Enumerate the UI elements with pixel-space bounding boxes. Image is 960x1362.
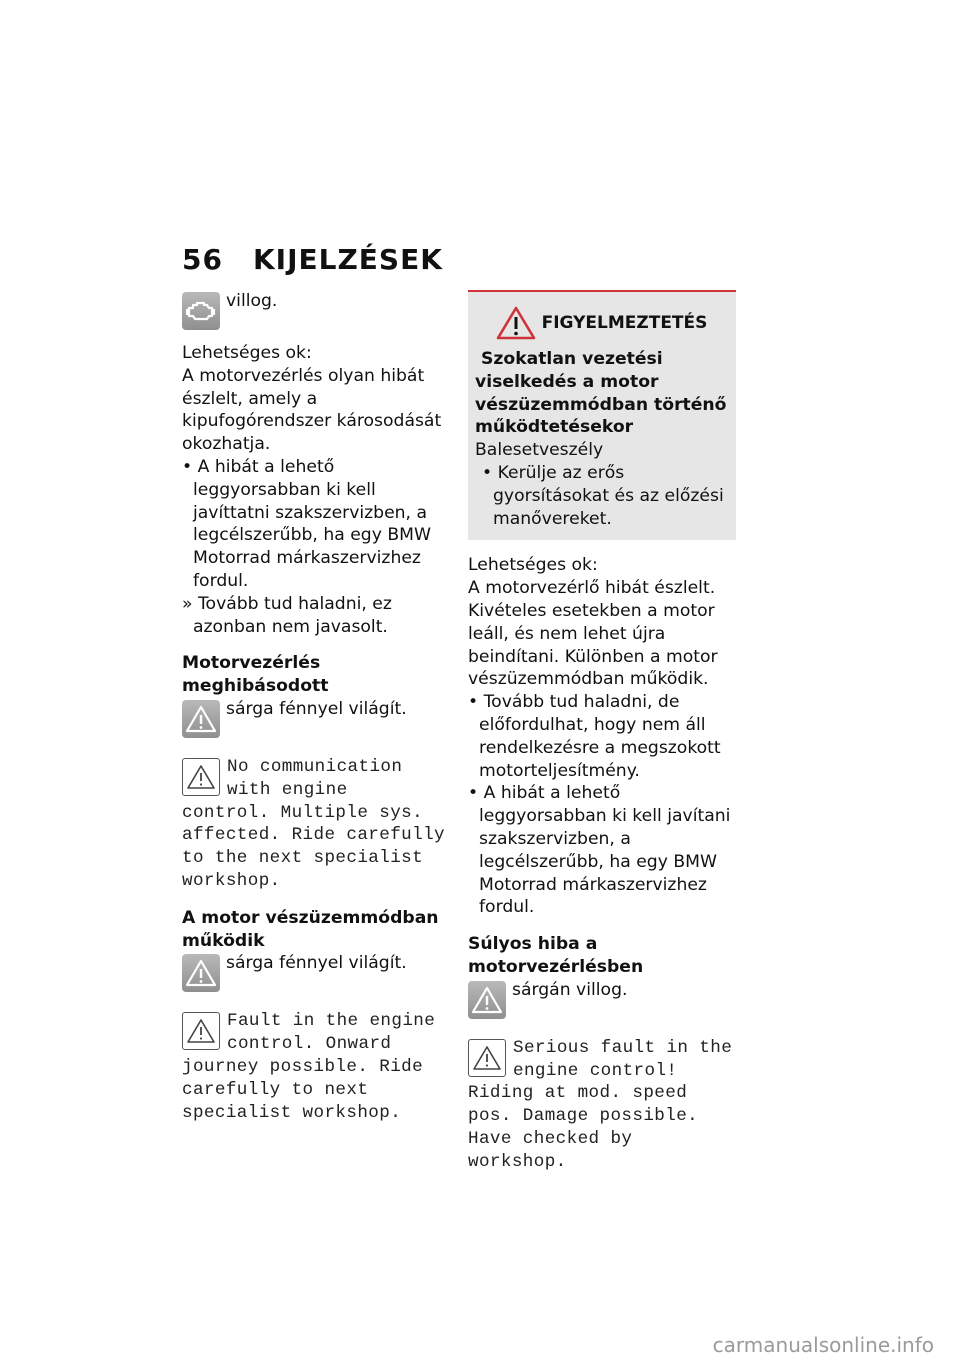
watermark: carmanualsonline.info: [712, 1333, 934, 1357]
engine-warning-row: [182, 290, 446, 334]
warning-triangle-icon: [182, 700, 220, 738]
engine-icon-text: villog.: [226, 291, 278, 311]
display-message: No communication with engine control. Multiple sys. affected. Ride carefully to the next specialist workshop.: [182, 756, 445, 891]
page-header: [182, 243, 443, 276]
result-item: » Tovább tud haladni, ez azonban nem javasolt.: [182, 593, 392, 637]
display-message-row: [182, 756, 446, 893]
left-column: [182, 290, 446, 1124]
display-message-row: [182, 1010, 446, 1124]
display-warning-icon: [182, 1012, 220, 1050]
light-status-text: sárga fénnyel világít.: [226, 698, 407, 719]
engine-check-icon: [182, 292, 220, 330]
warning-box-header: [475, 306, 728, 340]
page-title: KIJELZÉSEK: [252, 243, 443, 276]
section-heading: A motor vészüzemmódban működik: [182, 907, 439, 951]
red-warning-triangle-icon: [496, 306, 536, 340]
light-status-text: sárgán villog.: [512, 979, 628, 1000]
warning-light-row: [182, 698, 446, 742]
warning-triangle-icon: [182, 954, 220, 992]
warning-light-row: [468, 979, 736, 1023]
bullet-item: • A hibát a lehető leggyorsabban ki kell javítani szakszervizben, a legcélszerűbb, ha egy BMW Motorrad márkaszervizhez fordul.: [468, 783, 731, 918]
warning-light-row: [182, 952, 446, 996]
section-heading: Motorvezérlés meghibásodott: [182, 653, 329, 697]
cause-label: Lehetséges ok:: [468, 555, 598, 576]
page-number: 56: [182, 243, 223, 276]
cause-label: Lehetséges ok:: [182, 343, 312, 363]
warning-triangle-icon: [468, 981, 506, 1019]
section-heading: Súlyos hiba a motorvezérlésben: [468, 934, 644, 977]
warning-bold-text: Szokatlan vezetési viselkedés a motor vészüzemmódban történő működtetésekor: [475, 349, 727, 438]
bullet-item: • Tovább tud haladni, de előfordulhat, hogy nem áll rendelkezésre a megszokott motorteljesítmény.: [468, 692, 721, 781]
warning-title: FIGYELMEZTETÉS: [541, 313, 708, 333]
warning-box: [468, 290, 736, 540]
cause-text: A motorvezérlő hibát észlelt. Kivételes esetekben a motor leáll, és nem lehet újra beindítani. Különben a motor vészüzemmódban működik.: [468, 578, 718, 690]
warning-risk: Balesetveszély: [475, 440, 604, 461]
display-message-row: [468, 1037, 736, 1174]
display-message: Serious fault in the engine control! Riding at mod. speed pos. Damage possible. Have checked by workshop.: [468, 1037, 733, 1172]
light-status-text: sárga fénnyel világít.: [226, 953, 407, 974]
warning-bullet: • Kerülje az erős gyorsításokat és az előzési manővereket.: [482, 462, 724, 529]
display-warning-icon: [468, 1039, 506, 1077]
right-column: [468, 290, 736, 1174]
cause-text: A motorvezérlés olyan hibát észlelt, amely a kipufogórendszer károsodását okozhatja.: [182, 365, 442, 455]
display-warning-icon: [182, 758, 220, 796]
display-message: Fault in the engine control. Onward journey possible. Ride carefully to next specialist workshop.: [182, 1011, 436, 1123]
bullet-item: • A hibát a lehető leggyorsabban ki kell javíttatni szakszervizben, a legcélszerűbb, ha egy BMW Motorrad márkaszervizhez fordul.: [182, 456, 431, 591]
